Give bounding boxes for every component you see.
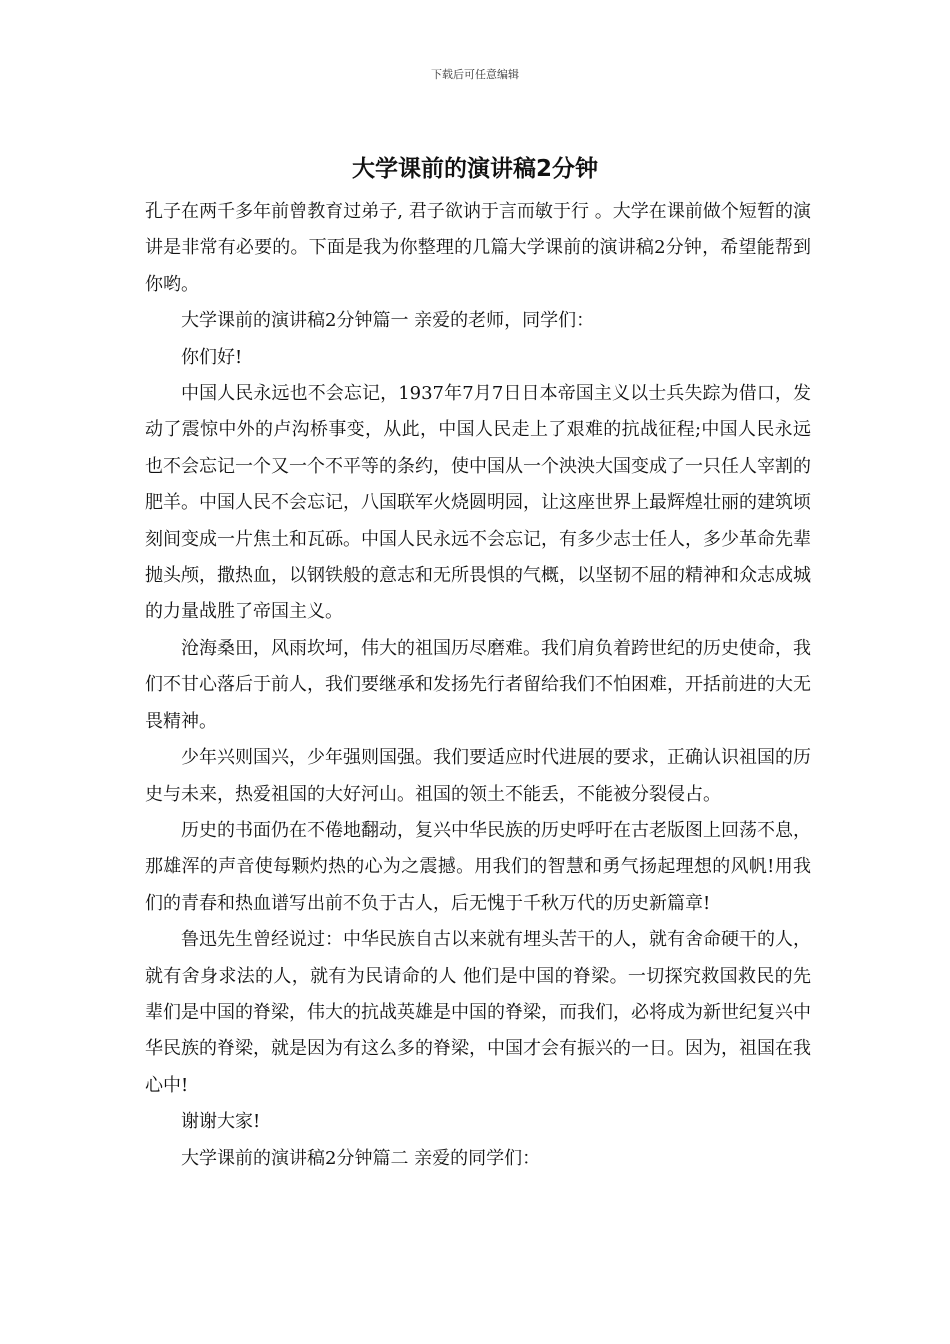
document-body xyxy=(145,194,811,1177)
greeting-paragraph: 你们好! xyxy=(181,346,243,368)
section-heading-1: 大学课前的演讲稿2分钟篇一 亲爱的老师，同学们： xyxy=(181,310,595,332)
intro-paragraph: 孔子在两千多年前曾教育过弟子, 君子欲讷于言而敏于行 。大学在课前做个短暂的演讲是非常有必要的。下面是我为你整理的几篇大学课前的演讲稿2分钟，希望能帮到你哟。 xyxy=(145,201,811,295)
body-paragraph: 历史的书面仍在不倦地翻动，复兴中华民族的历史呼吁在古老版图上回荡不息，那雄浑的声音使每颗灼热的心为之震撼。用我们的智慧和勇气扬起理想的风帆!用我们的青春和热血谱写出前不负于古人，后无愧于千秋万代的历史新篇章! xyxy=(145,819,811,914)
body-paragraph: 中国人民永远也不会忘记，1937年7月7日日本帝国主义以士兵失踪为借口，发动了震惊中外的卢沟桥事变，从此，中国人民走上了艰难的抗战征程;中国人民永远也不会忘记一个又一个不平等的条约，使中国从一个泱泱大国变成了一只任人宰割的肥羊。中国人民不会忘记，八国联军火烧圆明园，让这座世界上最辉煌壮丽的建筑顷刻间变成一片焦土和瓦砾。中国人民永远不会忘记，有多少志士任人，多少革命先辈抛头颅，撒热血，以钢铁般的意志和无所畏惧的气概，以坚韧不屈的精神和众志成城的力量战胜了帝国主义。 xyxy=(145,383,811,623)
section-heading-2: 大学课前的演讲稿2分钟篇二 亲爱的同学们： xyxy=(181,1147,541,1169)
closing-paragraph: 谢谢大家! xyxy=(181,1111,261,1133)
body-paragraph: 鲁迅先生曾经说过：中华民族自古以来就有埋头苦干的人，就有舍命硬干的人，就有舍身求法的人，就有为民请命的人 他们是中国的脊梁。一切探究救国救民的先辈们是中国的脊梁，伟大的抗战英雄是中国的脊梁，而我们，必将成为新世纪复兴中华民族的脊梁，就是因为有这么多的脊梁，中国才会有振兴的一日。因为，祖国在我心中! xyxy=(145,929,811,1096)
document-title: 大学课前的演讲稿2分钟 xyxy=(351,156,598,182)
header-note: 下载后可任意编辑 xyxy=(431,68,519,81)
body-paragraph: 少年兴则国兴，少年强则国强。我们要适应时代进展的要求，正确认识祖国的历史与未来，热爱祖国的大好河山。祖国的领土不能丢，不能被分裂侵占。 xyxy=(145,747,811,805)
body-paragraph: 沧海桑田，风雨坎坷，伟大的祖国历尽磨难。我们肩负着跨世纪的历史使命，我们不甘心落后于前人，我们要继承和发扬先行者留给我们不怕困难，开括前进的大无畏精神。 xyxy=(145,637,811,732)
